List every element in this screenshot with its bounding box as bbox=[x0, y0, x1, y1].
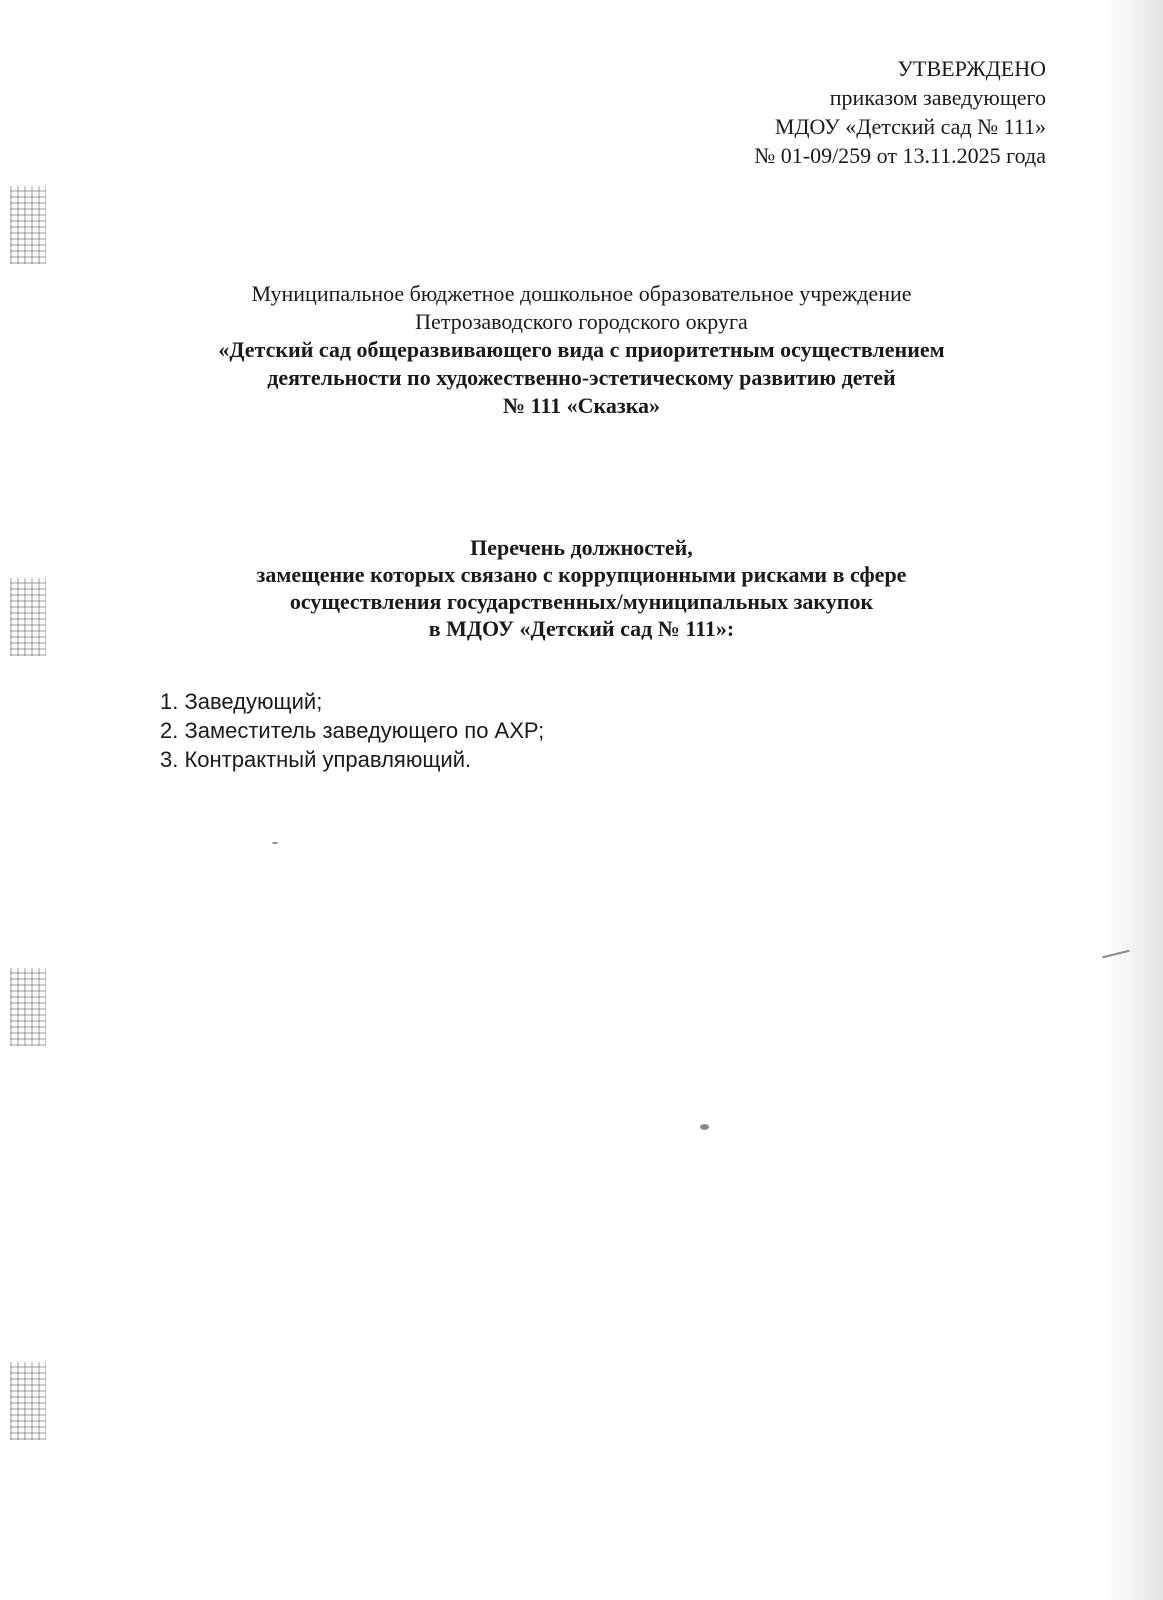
institution-district: Петрозаводского городского округа bbox=[415, 309, 748, 334]
document-title-line-3: осуществления государственных/муниципальных закупок bbox=[289, 589, 874, 614]
position-item: 3. Контрактный управляющий. bbox=[160, 747, 472, 772]
approval-order-number: № 01-09/259 от 13.11.2025 года bbox=[754, 143, 1046, 168]
approval-heading: УТВЕРЖДЕНО bbox=[897, 56, 1046, 81]
institution-name-line-1: «Детский сад общеразвивающего вида с приоритетным осуществлением bbox=[218, 337, 945, 362]
document-title-line-2: замещение которых связано с коррупционными рисками в сфере bbox=[256, 562, 907, 587]
approval-order-line: приказом заведующего bbox=[829, 85, 1046, 110]
position-item: 2. Заместитель заведующего по АХР; bbox=[160, 718, 545, 743]
institution-name-line-2: деятельности по художественно-эстетическому развитию детей bbox=[267, 365, 896, 390]
scan-punch-mark bbox=[10, 968, 46, 1046]
position-item: 1. Заведующий; bbox=[160, 689, 323, 714]
institution-header bbox=[0, 280, 1163, 420]
document-title bbox=[0, 534, 1163, 642]
approval-stamp-block bbox=[754, 54, 1046, 170]
scan-punch-mark bbox=[10, 186, 46, 264]
scan-punch-mark bbox=[10, 1362, 46, 1440]
approval-organization: МДОУ «Детский сад № 111» bbox=[774, 114, 1046, 139]
document-title-line-1: Перечень должностей, bbox=[470, 535, 693, 560]
institution-name-line-3: № 111 «Сказка» bbox=[502, 393, 661, 418]
scan-speck bbox=[272, 842, 278, 844]
positions-list bbox=[160, 687, 544, 774]
scan-speck bbox=[700, 1124, 709, 1130]
document-title-line-4: в МДОУ «Детский сад № 111»: bbox=[428, 616, 735, 641]
scan-edge-shadow bbox=[1103, 0, 1163, 1600]
institution-type: Муниципальное бюджетное дошкольное образовательное учреждение bbox=[251, 281, 912, 306]
